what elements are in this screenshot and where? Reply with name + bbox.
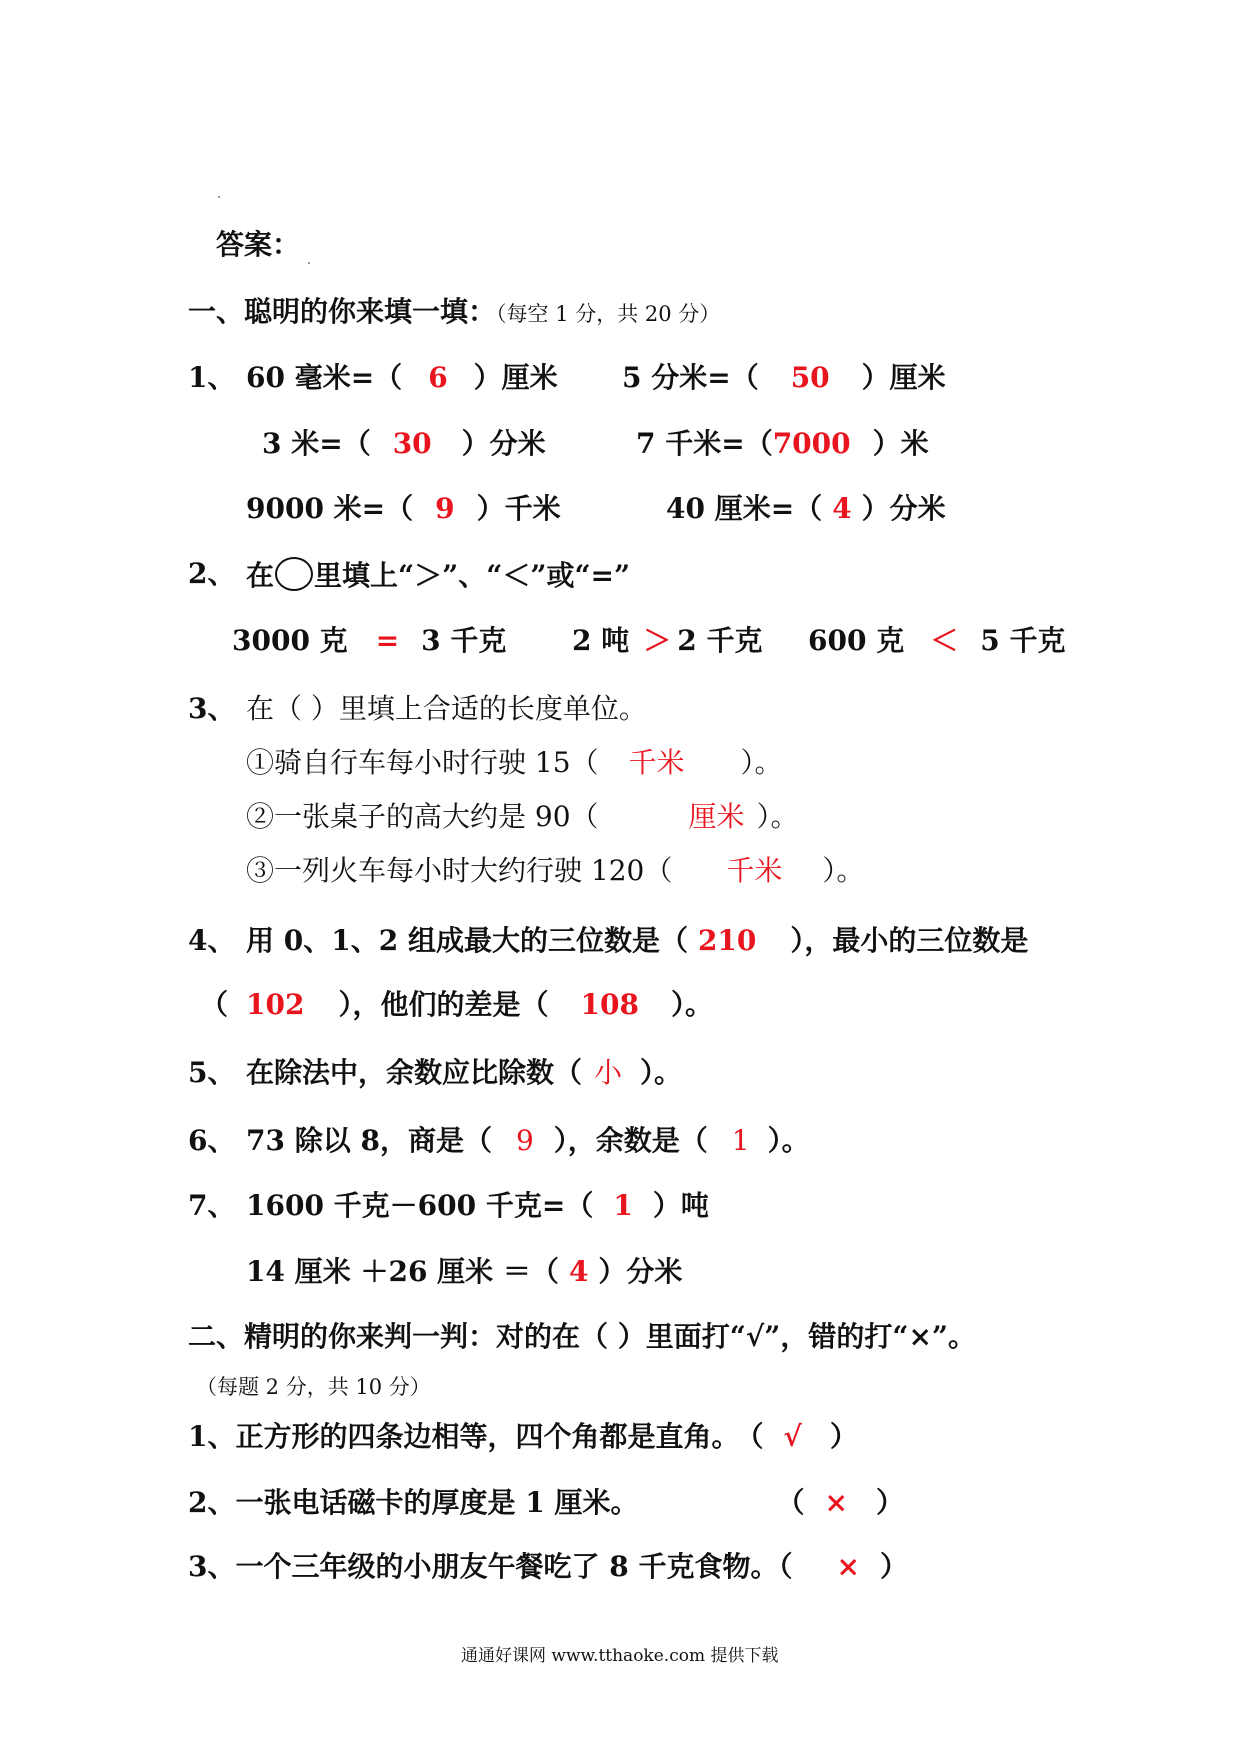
q1-d-pre: 7 千米=（ bbox=[636, 427, 773, 460]
q5-number: 5、 bbox=[188, 1056, 236, 1089]
judge-item-2 bbox=[188, 1486, 904, 1520]
q5-text bbox=[246, 1056, 682, 1090]
q1-e-pre: 9000 米=（ bbox=[246, 492, 414, 525]
q3-i1-answer: 千米 bbox=[628, 746, 685, 779]
section1-title: 一、聪明的你来填一填： bbox=[188, 295, 497, 328]
judge-item-3 bbox=[188, 1550, 908, 1584]
q6-mid: ），余数是（ bbox=[553, 1124, 708, 1157]
q3-stem: 在（ ）里填上合适的长度单位。 bbox=[246, 692, 647, 725]
j2-open: （ bbox=[790, 1486, 805, 1519]
q3-i2-post: ）。 bbox=[756, 800, 799, 833]
q7-b-pre: 14 厘米 ＋26 厘米 ＝（ bbox=[246, 1255, 559, 1288]
q4-answer-3: 108 bbox=[580, 988, 639, 1021]
q3-i2-answer: 厘米 bbox=[688, 800, 745, 833]
q3-i3-post: ）。 bbox=[822, 854, 865, 887]
q5-post: ）。 bbox=[640, 1056, 683, 1089]
q1-a-answer: 6 bbox=[428, 361, 448, 394]
q2-c1-left: 3000 克 bbox=[232, 624, 348, 657]
q6-post: ）。 bbox=[767, 1124, 810, 1157]
q2-compare-1 bbox=[232, 624, 506, 658]
j1-open: （ bbox=[749, 1420, 764, 1453]
q4-answer-1: 210 bbox=[697, 924, 757, 957]
q6-pre: 73 除以 8，商是（ bbox=[246, 1124, 492, 1157]
q3-item-1 bbox=[246, 746, 783, 780]
q1-f-answer: 4 bbox=[832, 492, 852, 525]
q2-stem-post: 里填上“＞”、“＜”或“=” bbox=[314, 559, 631, 592]
j3-answer: × bbox=[836, 1550, 860, 1583]
page-footer: 通通好课网 www.tthaoke.com 提供下载 bbox=[461, 1646, 779, 1666]
q2-c3-right: 5 千克 bbox=[980, 624, 1066, 657]
j3-text: 3、一个三年级的小朋友午餐吃了 8 千克食物。 bbox=[188, 1550, 779, 1583]
q2-c3-left: 600 克 bbox=[808, 624, 905, 657]
q5-answer: 小 bbox=[594, 1056, 623, 1089]
q4-mid: ），最小的三位数是 bbox=[790, 924, 1029, 957]
q7-b-post: ）分米 bbox=[598, 1255, 683, 1288]
q1-c-post: ）分米 bbox=[461, 427, 546, 460]
q4-number: 4、 bbox=[188, 924, 236, 957]
q6-answer-1: 9 bbox=[515, 1124, 534, 1157]
q7-number: 7、 bbox=[188, 1189, 236, 1222]
j1-text: 1、正方形的四条边相等，四个角都是直角。 bbox=[188, 1420, 740, 1453]
q3-i3-pre: ③一列火车每小时大约行驶 120（ bbox=[246, 854, 673, 887]
q1-f-pre: 40 厘米=（ bbox=[666, 492, 823, 525]
q7-a-pre: 1600 千克－600 千克=（ bbox=[246, 1189, 594, 1222]
q3-i1-pre: ①骑自行车每小时行驶 15（ bbox=[246, 746, 599, 779]
q3-item-2 bbox=[246, 800, 799, 834]
q1-number: 1、 bbox=[188, 361, 236, 394]
q2-c2-symbol: ＞ bbox=[643, 624, 672, 657]
q4-line-2 bbox=[200, 988, 713, 1022]
q6-text bbox=[246, 1124, 810, 1158]
judge-item-1 bbox=[188, 1420, 858, 1454]
section2-title: 二、精明的你来判一判：对的在（ ）里面打“√”，错的打“×”。 bbox=[188, 1320, 977, 1353]
section1-heading bbox=[188, 295, 720, 331]
q1-d-answer: 7000 bbox=[772, 427, 851, 460]
q7-line-a bbox=[246, 1189, 709, 1223]
q1-item-e bbox=[246, 492, 561, 526]
q2-stem bbox=[246, 557, 630, 593]
q4-answer-2: 102 bbox=[246, 988, 305, 1021]
q2-c1-right: 3 千克 bbox=[421, 624, 507, 657]
scan-speck bbox=[218, 196, 220, 198]
section1-score: （每空 1 分，共 20 分） bbox=[496, 302, 721, 326]
section2-score: （每题 2 分，共 10 分） bbox=[196, 1375, 431, 1399]
q3-i1-post: ）。 bbox=[740, 746, 783, 779]
q1-item-d bbox=[636, 427, 929, 461]
q4-l2-pre: （ bbox=[200, 988, 229, 1021]
q2-c2-left: 2 吨 bbox=[572, 624, 630, 657]
q1-item-a bbox=[246, 361, 558, 395]
q1-d-post: ）米 bbox=[872, 427, 929, 460]
q1-c-pre: 3 米=（ bbox=[262, 427, 371, 460]
j2-close: ） bbox=[875, 1486, 904, 1519]
q1-f-post: ）分米 bbox=[861, 492, 946, 525]
q1-item-b bbox=[622, 361, 946, 395]
q7-b-answer: 4 bbox=[568, 1255, 589, 1288]
q1-a-pre: 60 毫米=（ bbox=[246, 361, 403, 394]
q3-item-3 bbox=[246, 854, 864, 888]
q1-item-f bbox=[666, 492, 946, 526]
q1-b-post: ）厘米 bbox=[861, 361, 946, 394]
q2-c2-right: 2 千克 bbox=[677, 624, 763, 657]
q4-line-1 bbox=[246, 924, 1028, 958]
q2-c3-symbol: ＜ bbox=[930, 624, 959, 657]
q6-answer-2: 1 bbox=[731, 1124, 750, 1157]
q1-a-post: ）厘米 bbox=[473, 361, 558, 394]
q1-b-answer: 50 bbox=[790, 361, 830, 394]
q2-c1-symbol: = bbox=[375, 624, 400, 657]
j2-answer: × bbox=[824, 1486, 848, 1519]
circle-icon bbox=[275, 557, 313, 591]
q1-item-c bbox=[262, 427, 546, 461]
j3-open: （ bbox=[778, 1550, 793, 1583]
q3-number: 3、 bbox=[188, 692, 236, 725]
q4-l2-mid: ），他们的差是（ bbox=[338, 988, 549, 1021]
q3-i2-pre: ②一张桌子的高大约是 90（ bbox=[246, 800, 599, 833]
q1-e-post: ）千米 bbox=[476, 492, 561, 525]
q7-a-answer: 1 bbox=[613, 1189, 633, 1222]
q1-e-answer: 9 bbox=[435, 492, 455, 525]
q5-pre: 在除法中，余数应比除数（ bbox=[246, 1056, 583, 1089]
q7-line-b bbox=[246, 1255, 682, 1289]
scan-speck bbox=[308, 262, 310, 264]
j3-close: ） bbox=[879, 1550, 908, 1583]
q2-compare-2 bbox=[572, 624, 762, 658]
q2-stem-pre: 在 bbox=[246, 559, 275, 592]
j1-answer: √ bbox=[783, 1420, 802, 1453]
q2-compare-3 bbox=[808, 624, 1065, 658]
j2-text: 2、一张电话磁卡的厚度是 1 厘米。 bbox=[188, 1486, 639, 1519]
j1-close: ） bbox=[829, 1420, 858, 1453]
q7-a-post: ）吨 bbox=[652, 1189, 709, 1222]
q2-number: 2、 bbox=[188, 557, 236, 590]
q1-b-pre: 5 分米=（ bbox=[622, 361, 759, 394]
q4-l2-post: ）。 bbox=[670, 988, 713, 1021]
q1-c-answer: 30 bbox=[392, 427, 432, 460]
q6-number: 6、 bbox=[188, 1124, 236, 1157]
q3-i3-answer: 千米 bbox=[726, 854, 783, 887]
q4-pre: 用 0、1、2 组成最大的三位数是（ bbox=[246, 924, 688, 957]
answer-title: 答案： bbox=[216, 228, 301, 261]
